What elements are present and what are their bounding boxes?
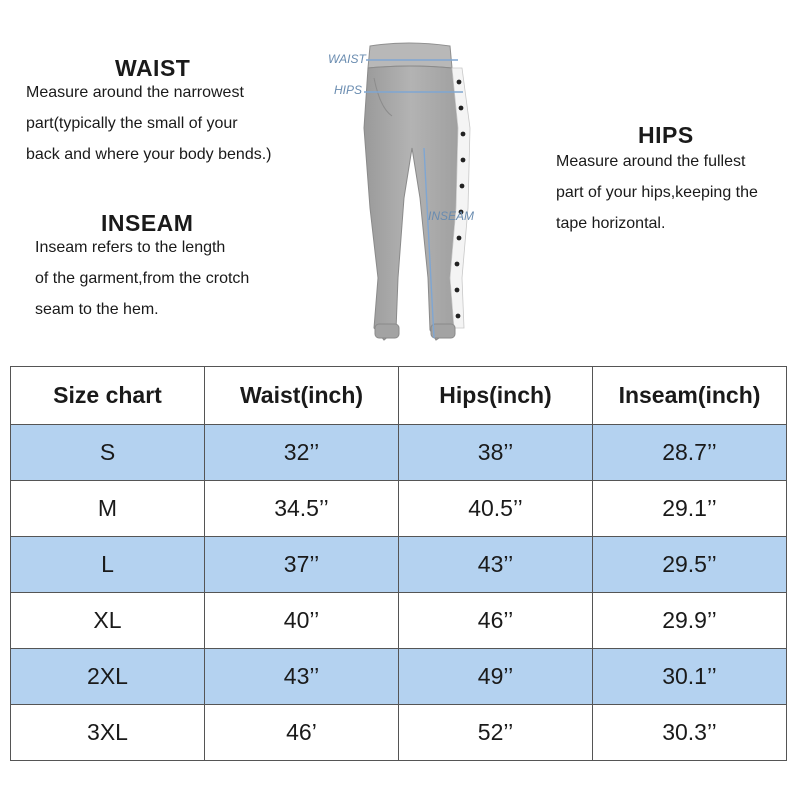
table-row [11, 593, 787, 649]
left-cuff-shape [375, 324, 399, 338]
inseam-cell: 29.9’’ [593, 593, 787, 649]
inseam-cell: 30.3’’ [593, 705, 787, 761]
hips-description-line: Measure around the fullest [556, 153, 746, 170]
size-cell: 2XL [11, 649, 205, 705]
inseam-diagram-label: INSEAM [428, 209, 475, 223]
column-header-hips: Hips(inch) [399, 367, 593, 425]
hips-cell: 43’’ [399, 537, 593, 593]
waist-description-line: Measure around the narrowest [26, 84, 244, 101]
waist-diagram-label: WAIST [328, 52, 366, 66]
waist-description-line: back and where your body bends.) [26, 146, 272, 163]
size-chart-table [10, 366, 787, 761]
pants-measurement-diagram [318, 38, 498, 348]
waist-description-line: part(typically the small of your [26, 115, 238, 132]
hips-description-line: tape horizontal. [556, 215, 666, 232]
waist-cell: 34.5’’ [205, 481, 399, 537]
inseam-description-line: seam to the hem. [35, 301, 159, 318]
inseam-cell: 29.1’’ [593, 481, 787, 537]
inseam-cell: 29.5’’ [593, 537, 787, 593]
waist-cell: 32’’ [205, 425, 399, 481]
size-cell: 3XL [11, 705, 205, 761]
hips-description [556, 146, 758, 239]
column-header-inseam: Inseam(inch) [593, 367, 787, 425]
inseam-description [35, 232, 249, 325]
size-cell: S [11, 425, 205, 481]
column-header-size: Size chart [11, 367, 205, 425]
table-row [11, 425, 787, 481]
inseam-cell: 28.7’’ [593, 425, 787, 481]
hips-description-line: part of your hips,keeping the [556, 184, 758, 201]
hips-cell: 40.5’’ [399, 481, 593, 537]
hips-diagram-label: HIPS [334, 83, 363, 97]
table-row [11, 481, 787, 537]
size-cell: L [11, 537, 205, 593]
inseam-description-line: of the garment,from the crotch [35, 270, 250, 287]
table-row [11, 537, 787, 593]
hips-cell: 52’’ [399, 705, 593, 761]
waist-cell: 43’’ [205, 649, 399, 705]
size-cell: XL [11, 593, 205, 649]
waist-description [26, 77, 271, 170]
inseam-heading: INSEAM [101, 210, 194, 236]
table-row [11, 705, 787, 761]
inseam-cell: 30.1’’ [593, 649, 787, 705]
inseam-description-line: Inseam refers to the length [35, 239, 226, 256]
waist-cell: 37’’ [205, 537, 399, 593]
table-header-row [11, 367, 787, 425]
size-cell: M [11, 481, 205, 537]
waist-cell: 40’’ [205, 593, 399, 649]
pants-body-shape [364, 66, 458, 340]
waist-cell: 46’ [205, 705, 399, 761]
waistband-shape [368, 43, 452, 68]
right-cuff-shape [431, 324, 455, 338]
hips-cell: 49’’ [399, 649, 593, 705]
hips-cell: 38’’ [399, 425, 593, 481]
hips-heading: HIPS [638, 122, 694, 148]
table-row [11, 649, 787, 705]
waist-heading: WAIST [115, 55, 191, 81]
column-header-waist: Waist(inch) [205, 367, 399, 425]
hips-cell: 46’’ [399, 593, 593, 649]
